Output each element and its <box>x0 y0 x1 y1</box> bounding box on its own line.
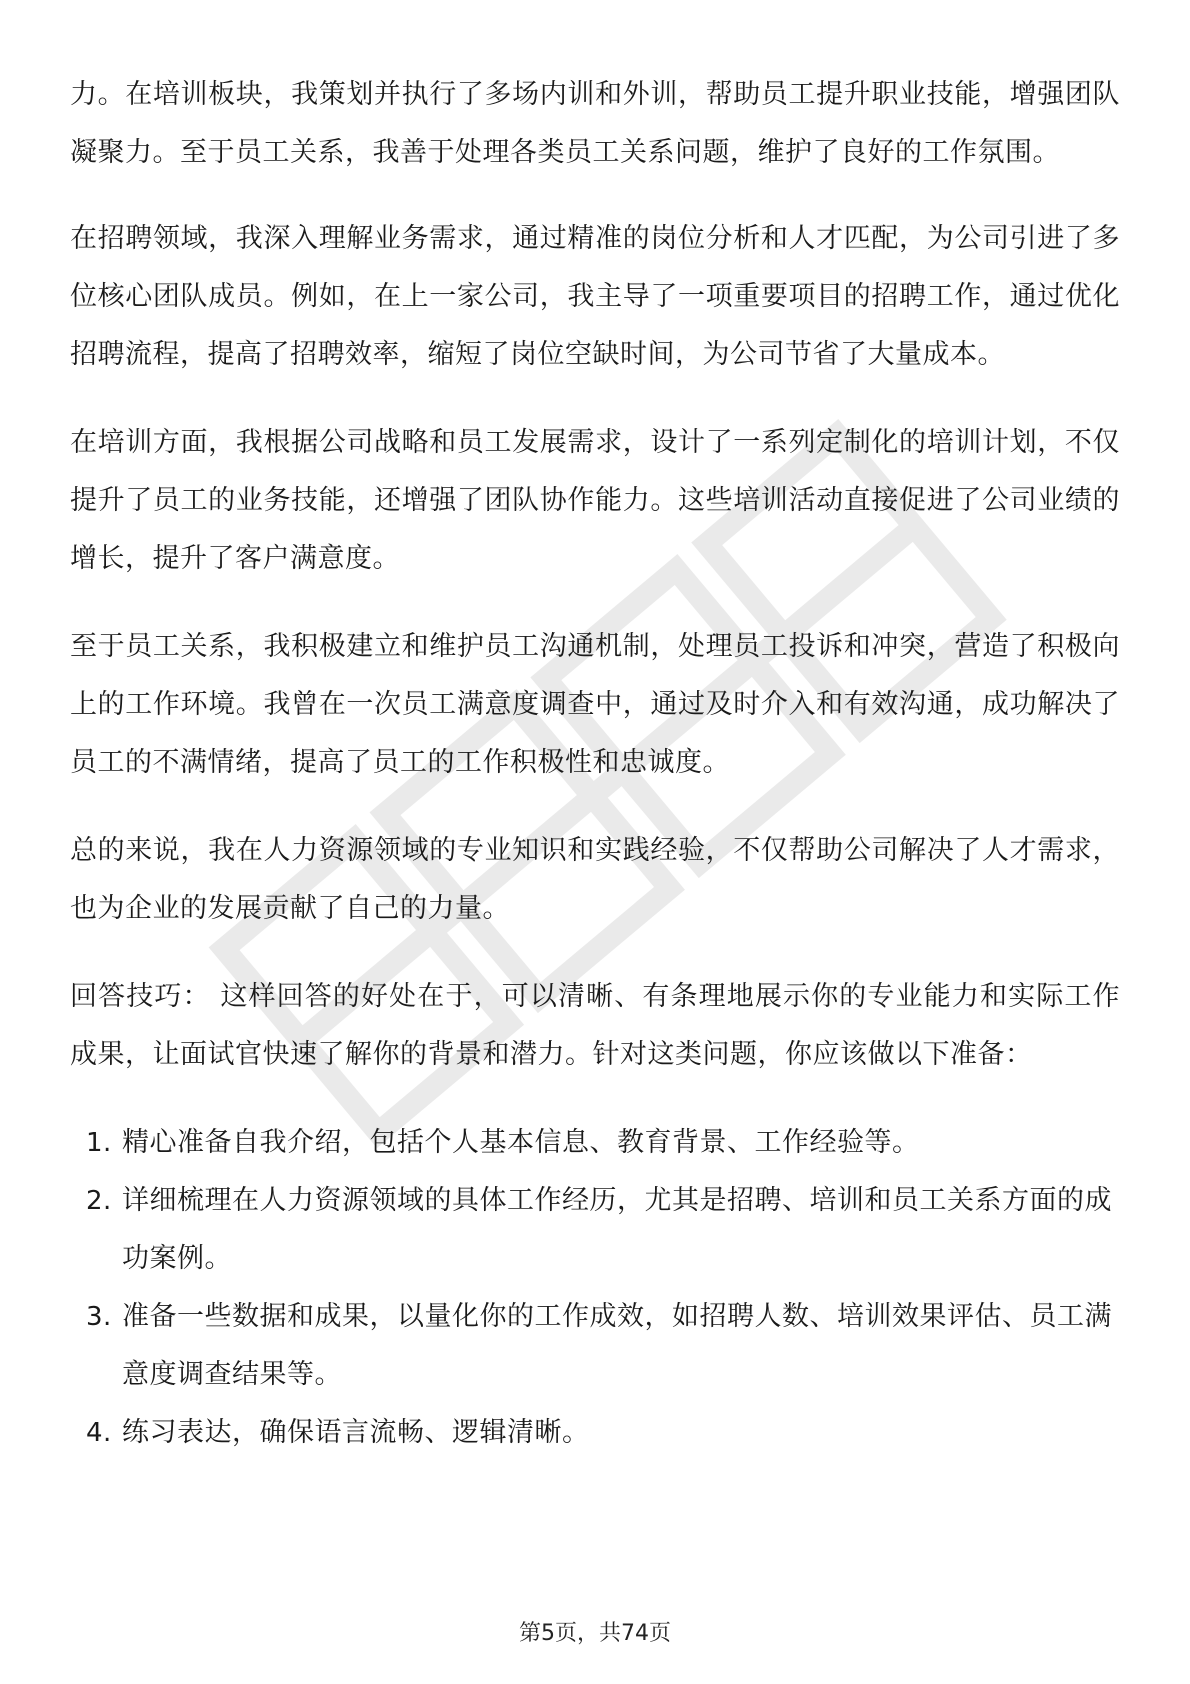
paragraph-5: 总的来说，我在人力资源领域的专业知识和实践经验，不仅帮助公司解决了人才需求，也为企业的发展贡献了自己的力量。 <box>70 835 1120 924</box>
paragraph-3: 在培训方面，我根据公司战略和员工发展需求，设计了一系列定制化的培训计划，不仅提升了员工的业务技能，还增强了团队协作能力。这些培训活动直接促进了公司业绩的增长，提升了客户满意度。 <box>70 427 1120 574</box>
list-text: 准备一些数据和成果，以量化你的工作成效，如招聘人数、培训效果评估、员工满意度调查结果等。 <box>122 1301 1112 1390</box>
list-number: 2. <box>86 1186 112 1216</box>
page-footer: 第5页，共74页 <box>519 1621 671 1646</box>
list-text: 精心准备自我介绍，包括个人基本信息、教育背景、工作经验等。 <box>122 1127 920 1158</box>
paragraph-tips: 回答技巧： 这样回答的好处在于，可以清晰、有条理地展示你的专业能力和实际工作成果，让面试官快速了解你的背景和潜力。针对这类问题，你应该做以下准备： <box>70 981 1120 1070</box>
paragraph-1: 力。在培训板块，我策划并执行了多场内训和外训，帮助员工提升职业技能，增强团队凝聚力。至于员工关系，我善于处理各类员工关系问题，维护了良好的工作氛围。 <box>70 79 1120 168</box>
list-item <box>70 1172 1120 1288</box>
list-text: 练习表达，确保语言流畅、逻辑清晰。 <box>122 1417 590 1448</box>
paragraph-4: 至于员工关系，我积极建立和维护员工沟通机制，处理员工投诉和冲突，营造了积极向上的工作环境。我曾在一次员工满意度调查中，通过及时介入和有效沟通，成功解决了员工的不满情绪，提高了员工的工作积极性和忠诚度。 <box>70 631 1120 778</box>
list-item <box>70 1288 1120 1404</box>
main-content <box>70 66 1120 1462</box>
list-item <box>70 1404 1120 1462</box>
list-text: 详细梳理在人力资源领域的具体工作经历，尤其是招聘、培训和员工关系方面的成功案例。 <box>122 1185 1112 1274</box>
preparation-list <box>70 1114 1120 1462</box>
list-number: 3. <box>86 1302 112 1332</box>
list-item <box>70 1114 1120 1172</box>
paragraph-2: 在招聘领域，我深入理解业务需求，通过精准的岗位分析和人才匹配，为公司引进了多位核心团队成员。例如，在上一家公司，我主导了一项重要项目的招聘工作，通过优化招聘流程，提高了招聘效率，缩短了岗位空缺时间，为公司节省了大量成本。 <box>70 223 1120 370</box>
list-number: 4. <box>86 1418 112 1448</box>
list-number: 1. <box>86 1128 112 1158</box>
